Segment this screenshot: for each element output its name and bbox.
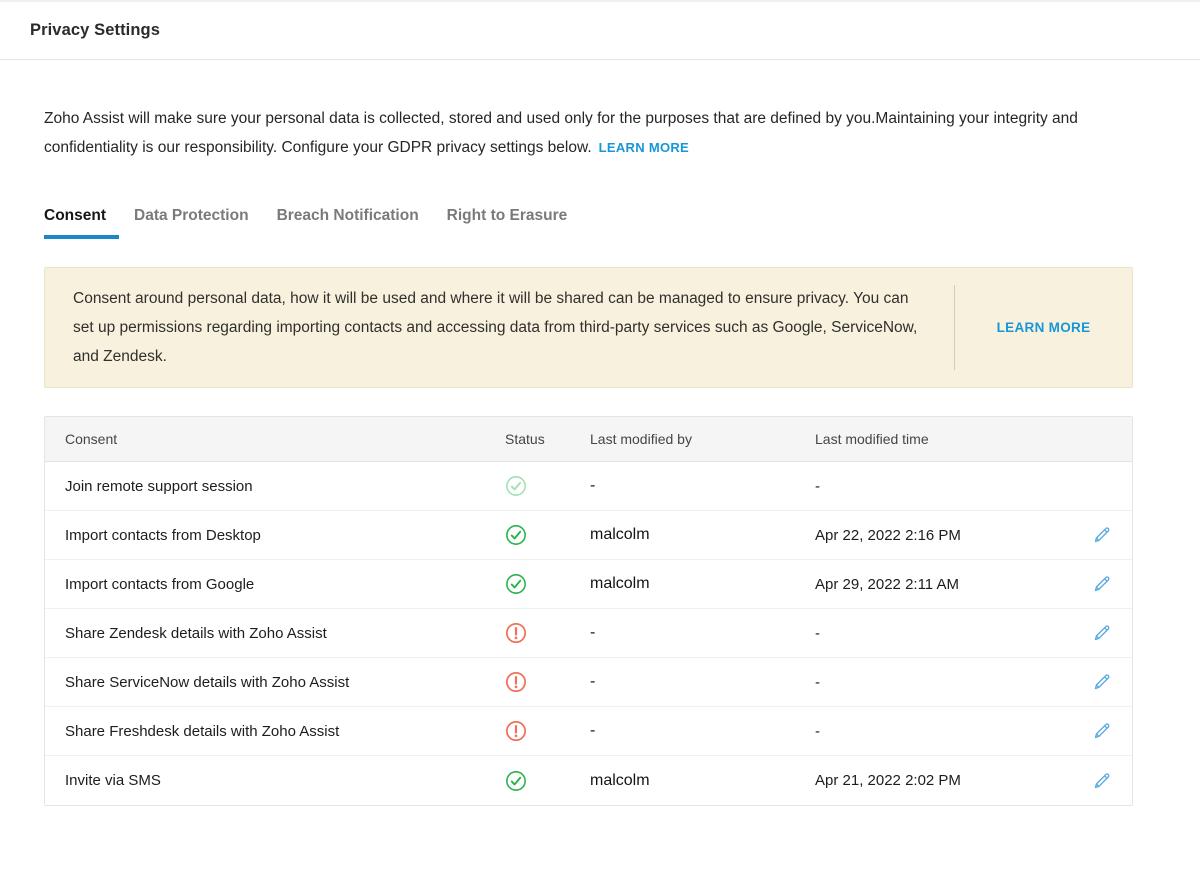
intro-learn-more-link[interactable]: LEARN MORE	[598, 140, 690, 155]
last-modified-by: malcolm	[590, 771, 650, 789]
tab-breach-notification[interactable]	[277, 207, 419, 239]
tab-right-to-erasure[interactable]	[447, 207, 568, 239]
edit-cell	[1092, 574, 1112, 594]
consent-name: Share ServiceNow details with Zoho Assist	[65, 673, 350, 691]
status-cell	[505, 770, 590, 792]
last-modified-time: -	[815, 673, 820, 691]
consent-name: Import contacts from Google	[65, 575, 255, 593]
tab-label: Breach Notification	[276, 207, 419, 224]
last-modified-time: Apr 21, 2022 2:02 PM	[815, 772, 961, 789]
consent-name: Import contacts from Desktop	[65, 526, 261, 544]
last-modified-by: -	[590, 673, 596, 690]
alert-circle-icon	[505, 671, 527, 693]
table-row	[45, 609, 1132, 658]
edit-cell	[1092, 623, 1112, 643]
intro-text: Zoho Assist will make sure your personal data is collected, stored and used only for the purposes that are defined by you.Maintaining your integrity and confidentiality is our responsibility. Configure your GDPR privacy settings below.	[44, 110, 1078, 156]
last-modified-by: malcolm	[590, 526, 650, 543]
column-header-consent: Consent	[65, 431, 118, 447]
status-cell	[505, 720, 590, 742]
consent-name: Share Zendesk details with Zoho Assist	[65, 624, 327, 642]
tab-label: Data Protection	[134, 207, 249, 224]
edit-cell	[1092, 525, 1112, 545]
last-modified-time: -	[815, 722, 820, 740]
last-modified-time: Apr 29, 2022 2:11 AM	[815, 575, 959, 593]
last-modified-by: -	[590, 624, 596, 641]
column-header-status: Status	[505, 431, 545, 447]
consent-learn-more-link[interactable]: LEARN MORE	[996, 320, 1091, 335]
column-header-last-modified-time: Last modified time	[815, 431, 929, 447]
check-circle-icon	[505, 770, 527, 792]
alert-circle-icon	[505, 622, 527, 644]
status-cell	[505, 622, 590, 644]
edit-cell	[1092, 672, 1112, 692]
info-box-right-panel	[954, 285, 1132, 370]
alert-circle-icon	[505, 720, 527, 742]
consent-name: Share Freshdesk details with Zoho Assist	[65, 722, 340, 740]
page-title: Privacy Settings	[30, 21, 160, 39]
table-row	[45, 707, 1132, 756]
consent-info-text: Consent around personal data, how it will be used and where it will be shared can be managed to ensure privacy. You can set up permissions regarding importing contacts and accessing data from third-party services such as Google, ServiceNow, and Zendesk.	[73, 290, 918, 365]
status-cell	[505, 475, 590, 497]
table-row	[45, 658, 1132, 707]
tabs	[44, 207, 1133, 239]
edit-pencil-icon[interactable]	[1092, 672, 1112, 692]
last-modified-time: Apr 22, 2022 2:16 PM	[815, 526, 961, 544]
tab-label: Consent	[44, 207, 106, 224]
table-row	[45, 511, 1132, 560]
last-modified-by: malcolm	[590, 575, 650, 592]
check-circle-icon	[505, 573, 527, 595]
status-cell	[505, 524, 590, 546]
consent-name: Invite via SMS	[65, 772, 161, 789]
table-row	[45, 560, 1132, 609]
status-cell	[505, 671, 590, 693]
consent-name: Join remote support session	[65, 477, 253, 495]
edit-pencil-icon[interactable]	[1092, 574, 1112, 594]
edit-pencil-icon[interactable]	[1092, 525, 1112, 545]
last-modified-time: -	[815, 477, 820, 495]
consent-table	[44, 416, 1133, 806]
last-modified-by: -	[590, 722, 596, 739]
tab-label: Right to Erasure	[446, 207, 568, 224]
check-circle-icon	[505, 524, 527, 546]
column-header-last-modified-by: Last modified by	[590, 431, 692, 447]
edit-pencil-icon[interactable]	[1092, 721, 1112, 741]
check-circle-icon	[505, 475, 527, 497]
table-row	[45, 756, 1132, 805]
table-body	[45, 462, 1132, 805]
table-row	[45, 462, 1132, 511]
intro-paragraph	[44, 104, 1133, 162]
edit-cell	[1092, 721, 1112, 741]
page-header	[0, 0, 1200, 60]
consent-info-box	[44, 267, 1133, 388]
table-header-row	[45, 417, 1132, 462]
edit-pencil-icon[interactable]	[1092, 771, 1112, 791]
edit-pencil-icon[interactable]	[1092, 623, 1112, 643]
privacy-settings-content	[0, 104, 1200, 806]
tab-consent[interactable]	[44, 207, 106, 239]
status-cell	[505, 573, 590, 595]
tab-data-protection[interactable]	[134, 207, 249, 239]
edit-cell	[1092, 771, 1112, 791]
last-modified-time: -	[815, 624, 820, 642]
last-modified-by: -	[590, 477, 596, 494]
